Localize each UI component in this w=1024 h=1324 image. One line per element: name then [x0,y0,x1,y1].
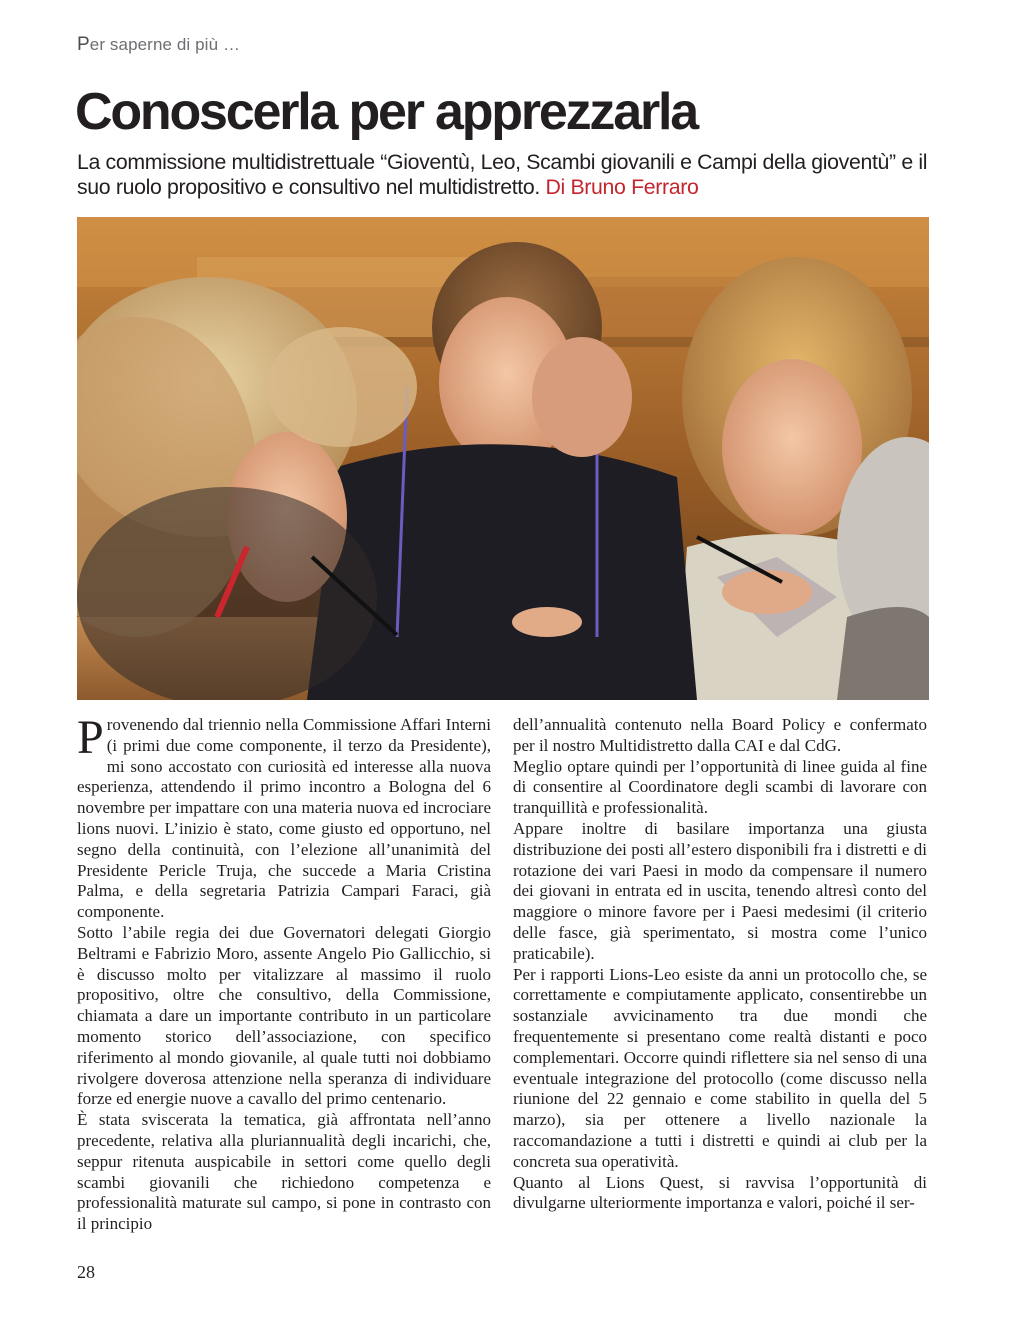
subtitle-text: La commissione multidistrettuale “Gioventù, Leo, Scambi giovanili e Campi della gioventù” e il suo ruolo propositivo e consultivo nel multidistretto. [77,150,928,199]
article-title: Conoscerla per apprezzarla [75,83,697,141]
kicker-text: er saperne di più … [89,35,241,54]
article-paragraph: È stata sviscerata la tematica, già affrontata nell’anno precedente, relativa alla pluriannualità degli incarichi, che, seppur ritenuta auspicabile in settori come quello degli scambi giovanili che richiedono competenza e professionalità maturate sul campo, si pone in contrasto con il principio [77,1110,491,1234]
article-column-right [513,715,927,1214]
paragraph-text: rovenendo dal triennio nella Commissione Affari Interni (i primi due come componente, il terzo da Presidente), mi sono accostato con curiosità ed interesse alla nuova esperienza, attendendo il primo incontro a Bologna del 6 novembre per impattare con una materia nuova ed incrociare lions nuovi. L’inizio è stato, come giusto ed opportuno, nel segno della continuità, con l’elezione all’unanimità del Presidente Pericle Truja, che succede a Maria Cristina Palma, e della segretaria Patrizia Campari Faraci, già componente. [77,715,491,922]
article-column-left [77,711,491,1235]
section-kicker [77,34,240,56]
drop-cap: P [77,711,104,764]
kicker-initial: P [77,34,90,55]
article-paragraph: Meglio optare quindi per l’opportunità di linee guida al fine di consentire al Coordinatore degli scambi di lavorare con tranquillità e professionalità. [513,756,927,818]
article-paragraph: Quanto al Lions Quest, si ravvisa l’opportunità di divulgarne ulteriormente importanza e valori, poiché il ser- [513,1172,927,1213]
article-subtitle [77,150,957,200]
article-paragraph [77,711,491,923]
article-paragraph: Appare inoltre di basilare importanza una giusta distribuzione dei posti all’estero disponibili fra i distretti e di rotazione dei vari Paesi in modo da compensare il numero dei giovani in entrata ed in uscita, tenendo altresì conto del maggiore o minore favore per i Paesi medesimi (il criterio delle fasce, già sperimentato, si mostra come l’unico praticabile). [513,818,927,963]
article-paragraph: Per i rapporti Lions-Leo esiste da anni un protocollo che, se correttamente e compiutamente applicato, consentirebbe un sostanziale avvicinamento tra due mondi che frequentemente si presentano come realtà distanti e poco complementari. Occorre quindi riflettere sia nel senso di una eventuale integrazione del protocollo (come discusso nella riunione del 22 gennaio e come stabilito in quella del 5 marzo), sia per ottenere a livello nazionale la raccomandazione a tutti i distretti e quindi ai club per la concreta sua operatività. [513,964,927,1171]
article-paragraph: Sotto l’abile regia dei due Governatori delegati Giorgio Beltrami e Fabrizio Moro, assente Angelo Pio Gallicchio, si è discusso molto per vitalizzare al massimo il ruolo propositivo, oltre che consultivo, della Commissione, chiamata a dare un importante contributo in un particolare momento storico dell’associazione, con specifico riferimento al mondo giovanile, al quale tutti noi dobbiamo rivolgere doverosa attenzione nella speranza di individuare forze ed energie nuove a cavallo del primo centenario. [77,922,491,1109]
author-byline: Di Bruno Ferraro [545,175,699,199]
article-photo [77,217,929,700]
page-number: 28 [77,1262,95,1282]
article-paragraph: dell’annualità contenuto nella Board Policy e confermato per il nostro Multidistretto dalla CAI e dal CdG. [513,715,927,755]
